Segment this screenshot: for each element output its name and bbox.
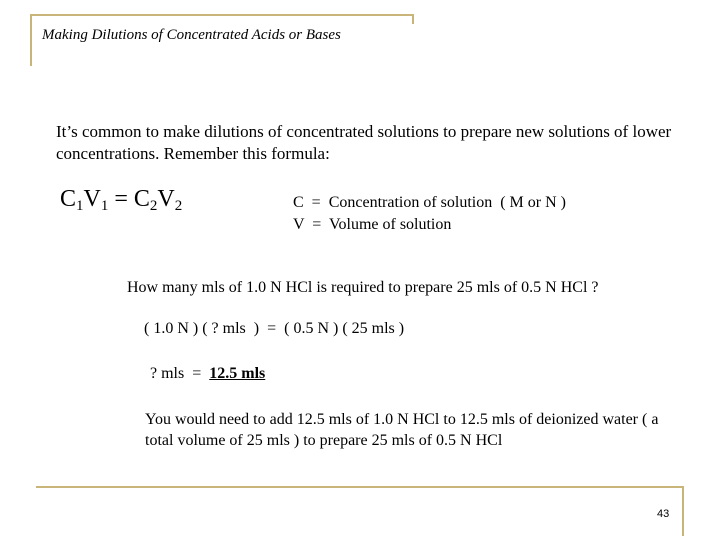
formula-v2: V [157,186,175,212]
question-text: How many mls of 1.0 N HCl is required to prepare 25 mls of 0.5 N HCl ? [127,279,599,296]
intro-text: It’s common to make dilutions of concentrated solutions to prepare new solutions of lower concentrations. Remember this formula: [56,122,672,163]
definition-c: C = Concentration of solution ( M or N ) [293,194,566,211]
formula-c1: C [60,186,77,212]
title-top-rule [30,14,414,16]
formula-sub1a: 1 [76,198,84,214]
page-number: 43 [657,508,670,520]
formula-sub2b: 2 [174,198,183,214]
formula-sub1b: 1 [100,198,109,214]
title-left-rule [30,14,32,66]
formula-definitions [293,192,566,236]
footer-rule [36,486,684,488]
worked-equation: ( 1.0 N ) ( ? mls ) = ( 0.5 N ) ( 25 mls ) [144,320,405,337]
answer-value: 12.5 mls [209,365,266,382]
formula-v1: V [83,186,101,212]
slide-title: Making Dilutions of Concentrated Acids or Bases [42,27,341,43]
footer-right-rule [682,486,684,536]
explanation-text: You would need to add 12.5 mls of 1.0 N HCl to 12.5 mls of deionized water ( a total volume of 25 mls ) to prepare 25 mls of 0.5 N HCl [145,411,659,449]
title-right-rule [412,14,414,24]
dilution-formula [60,186,182,215]
definition-v: V = Volume of solution [293,216,452,233]
formula-equals: = [108,186,134,212]
answer-prefix: ? mls = [150,365,210,382]
answer-line [150,365,265,383]
formula-c2: C [133,186,150,212]
formula-sub2a: 2 [149,198,158,214]
